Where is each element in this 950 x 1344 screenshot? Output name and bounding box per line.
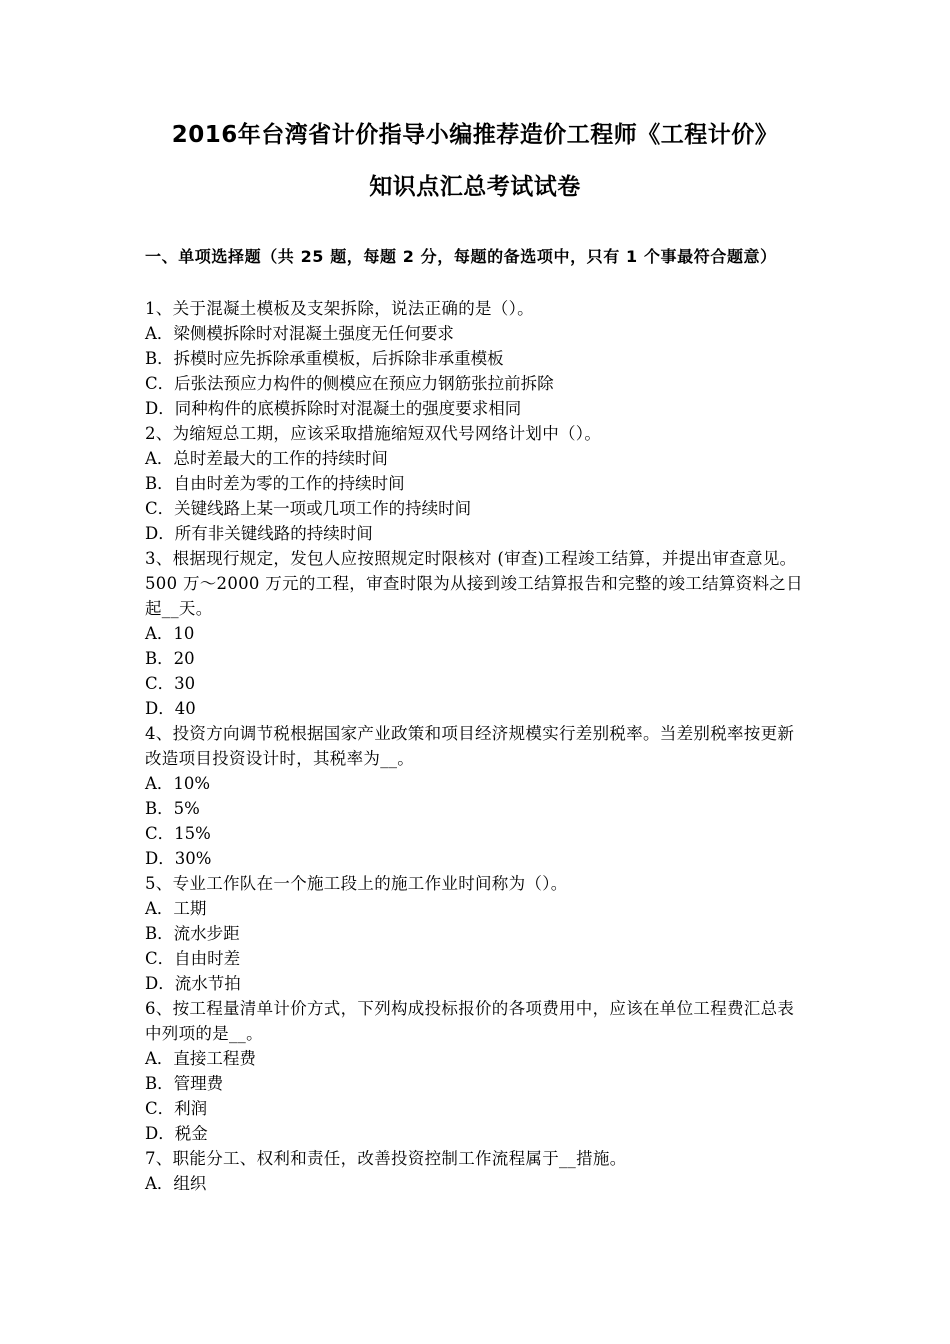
question-option: C．自由时差 bbox=[145, 949, 241, 968]
question-option: A．直接工程费 bbox=[145, 1049, 256, 1068]
question-option: D．所有非关键线路的持续时间 bbox=[145, 524, 373, 543]
section-heading: 一、单项选择题（共 25 题，每题 2 分，每题的备选项中，只有 1 个事最符合题意） bbox=[145, 247, 777, 266]
question-option: A．梁侧模拆除时对混凝土强度无任何要求 bbox=[145, 324, 454, 343]
question-option: B．管理费 bbox=[145, 1074, 224, 1093]
question-stem: 4、投资方向调节税根据国家产业政策和项目经济规模实行差别税率。当差别税率按更新改造项目投资设计时，其税率为__。 bbox=[145, 724, 795, 768]
question-stem: 7、职能分工、权利和责任，改善投资控制工作流程属于__措施。 bbox=[145, 1149, 627, 1168]
question-option: D．税金 bbox=[145, 1124, 208, 1143]
question-list bbox=[145, 296, 810, 1196]
question-option: B．5% bbox=[145, 799, 200, 818]
question-stem: 6、按工程量清单计价方式，下列构成投标报价的各项费用中，应该在单位工程费汇总表中列项的是__。 bbox=[145, 999, 795, 1043]
question-option: C．利润 bbox=[145, 1099, 208, 1118]
question-option: D．同种构件的底模拆除时对混凝土的强度要求相同 bbox=[145, 399, 522, 418]
question-option: B．流水步距 bbox=[145, 924, 240, 943]
question-option: B．拆模时应先拆除承重模板，后拆除非承重模板 bbox=[145, 349, 504, 368]
question-option: A．工期 bbox=[145, 899, 207, 918]
question-option: C．30 bbox=[145, 674, 196, 693]
question-option: A．10% bbox=[145, 774, 211, 793]
page-title-line-2: 知识点汇总考试试卷 bbox=[369, 174, 581, 200]
question-option: C．关键线路上某一项或几项工作的持续时间 bbox=[145, 499, 472, 518]
question-option: A．组织 bbox=[145, 1174, 207, 1193]
question-stem: 5、专业工作队在一个施工段上的施工作业时间称为（）。 bbox=[145, 874, 568, 893]
question-option: A．10 bbox=[145, 624, 195, 643]
question-option: D．40 bbox=[145, 699, 196, 718]
question-option: A．总时差最大的工作的持续时间 bbox=[145, 449, 388, 468]
question-option: D．流水节拍 bbox=[145, 974, 241, 993]
question-option: C．后张法预应力构件的侧模应在预应力钢筋张拉前拆除 bbox=[145, 374, 554, 393]
question-option: B．自由时差为零的工作的持续时间 bbox=[145, 474, 405, 493]
question-option: D．30% bbox=[145, 849, 212, 868]
question-stem: 1、关于混凝土模板及支架拆除，说法正确的是（）。 bbox=[145, 299, 534, 318]
question-option: C．15% bbox=[145, 824, 211, 843]
question-option: B．20 bbox=[145, 649, 195, 668]
question-stem: 2、为缩短总工期，应该采取措施缩短双代号网络计划中（）。 bbox=[145, 424, 602, 443]
question-stem: 3、根据现行规定，发包人应按照规定时限核对 (审查)工程竣工结算，并提出审查意见。500 万～2000 万元的工程，审查时限为从接到竣工结算报告和完整的竣工结算资料之日起__天。 bbox=[145, 549, 803, 618]
page-title-line-1: 2016年台湾省计价指导小编推荐造价工程师《工程计价》 bbox=[171, 122, 779, 148]
